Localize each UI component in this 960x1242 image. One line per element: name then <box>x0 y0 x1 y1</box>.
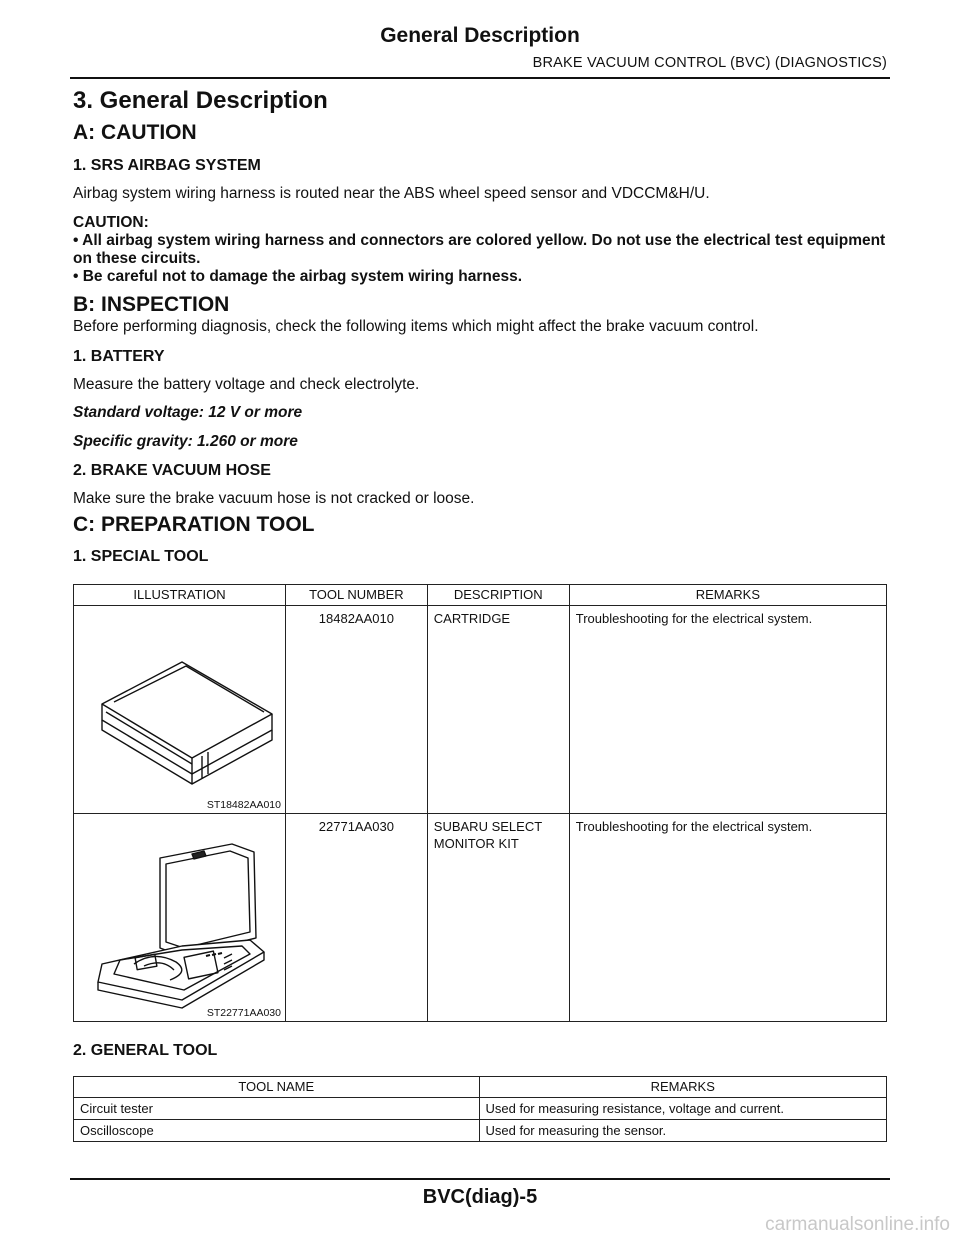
footer-rule <box>70 1178 890 1180</box>
tool-name: Circuit tester <box>80 1101 153 1116</box>
section-title: 3. General Description <box>73 87 328 114</box>
general-tool-heading: 2. GENERAL TOOL <box>73 1042 218 1059</box>
table-row <box>74 1098 887 1120</box>
caution-heading: A: CAUTION <box>73 121 197 144</box>
page-label: BVC(diag)-5 <box>422 1186 538 1208</box>
special-tool-table <box>73 584 887 1022</box>
illustration-caption: ST18482AA010 <box>206 799 281 811</box>
tool-number-cell <box>285 606 427 814</box>
inspection-intro: Before performing diagnosis, check the following items which might affect the brake vacuum control. <box>73 318 759 335</box>
caution-bullet-1: • All airbag system wiring harness and connectors are colored yellow. Do not use the electrical test equipment on these circuits. <box>73 232 886 267</box>
srs-text: Airbag system wiring harness is routed near the ABS wheel speed sensor and VDCCM&H/U. <box>73 185 710 202</box>
tool-description: SUBARU SELECT MONITOR KIT <box>433 819 542 851</box>
cartridge-illustration <box>74 606 284 810</box>
general-tool-table <box>73 1076 887 1142</box>
table-row <box>74 814 887 1022</box>
tool-remarks: Troubleshooting for the electrical system. <box>575 611 813 626</box>
hose-text: Make sure the brake vacuum hose is not cracked or loose. <box>73 490 475 507</box>
specific-gravity: Specific gravity: 1.260 or more <box>73 433 298 450</box>
battery-text: Measure the battery voltage and check electrolyte. <box>73 376 420 393</box>
tool-remarks: Used for measuring the sensor. <box>485 1123 667 1138</box>
col-illustration: ILLUSTRATION <box>74 585 286 606</box>
col-remarks: REMARKS <box>569 585 886 606</box>
special-tool-heading: 1. SPECIAL TOOL <box>73 548 209 565</box>
description-cell <box>427 814 569 1022</box>
remarks-cell <box>479 1098 887 1120</box>
tool-description: CARTRIDGE <box>433 611 511 626</box>
caution-notice <box>73 214 893 286</box>
illustration-cell <box>74 814 286 1022</box>
battery-heading: 1. BATTERY <box>73 348 165 365</box>
inspection-heading: B: INSPECTION <box>73 293 230 316</box>
remarks-cell <box>569 606 886 814</box>
table-row <box>74 1120 887 1142</box>
illustration-cell <box>74 606 286 814</box>
general-tool-header-row <box>74 1077 887 1098</box>
tool-number: 18482AA010 <box>318 611 394 626</box>
tool-number: 22771AA030 <box>318 819 394 834</box>
preparation-heading: C: PREPARATION TOOL <box>73 513 315 536</box>
tool-remarks: Troubleshooting for the electrical system. <box>575 819 813 834</box>
remarks-cell <box>569 814 886 1022</box>
monitor-kit-illustration <box>74 814 284 1018</box>
header-rule <box>70 77 890 79</box>
col-tool-number: TOOL NUMBER <box>285 585 427 606</box>
tool-name: Oscilloscope <box>80 1123 154 1138</box>
srs-heading: 1. SRS AIRBAG SYSTEM <box>73 157 261 174</box>
description-cell <box>427 606 569 814</box>
tool-name-cell <box>74 1120 480 1142</box>
tool-number-cell <box>285 814 427 1022</box>
special-tool-header-row <box>74 585 887 606</box>
illustration-caption: ST22771AA030 <box>206 1007 281 1019</box>
standard-voltage: Standard voltage: 12 V or more <box>73 404 303 421</box>
tool-name-cell <box>74 1098 480 1120</box>
caution-bullet-2: • Be careful not to damage the airbag system wiring harness. <box>73 268 523 285</box>
col-tool-name: TOOL NAME <box>74 1077 480 1098</box>
header-subtitle: BRAKE VACUUM CONTROL (BVC) (DIAGNOSTICS) <box>532 55 887 71</box>
table-row <box>74 606 887 814</box>
col-description: DESCRIPTION <box>427 585 569 606</box>
watermark[interactable]: carmanualsonline.info <box>765 1214 950 1235</box>
tool-remarks: Used for measuring resistance, voltage and current. <box>485 1101 784 1116</box>
col-general-remarks: REMARKS <box>479 1077 887 1098</box>
remarks-cell <box>479 1120 887 1142</box>
header-title: General Description <box>380 24 580 47</box>
caution-label: CAUTION: <box>73 214 149 231</box>
hose-heading: 2. BRAKE VACUUM HOSE <box>73 462 271 479</box>
